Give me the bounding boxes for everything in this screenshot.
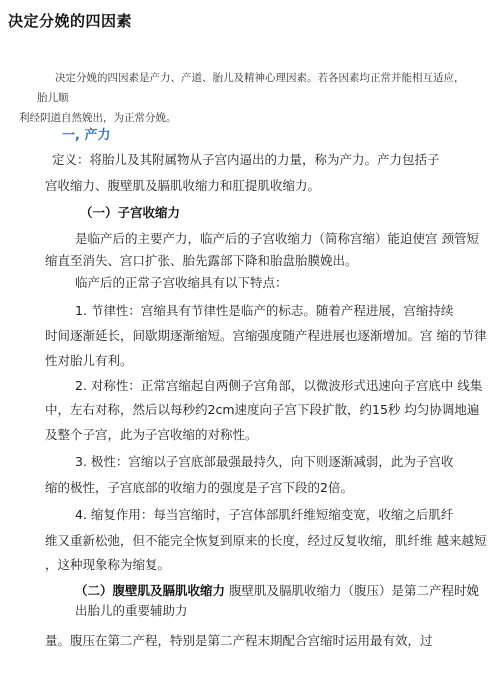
- paragraph-line: 维又重新松弛，但不能完全恢复到原来的长度，经过反复收缩，肌纤维 越来越短: [45, 533, 487, 548]
- paragraph-text: 腹壁肌及膈肌收缩力（腹压）是第二产程时娩: [229, 583, 480, 598]
- paragraph-line: ，这种现象称为缩复。: [45, 557, 171, 572]
- intro-paragraph: [19, 68, 477, 128]
- paragraph-line: 1. 节律性：宫缩具有节律性是临产的标志。随着产程进展，宫缩持续: [75, 303, 454, 318]
- paragraph-line: 缩的极性，子宫底部的收缩力的强度是子宫下段的2倍。: [45, 480, 353, 495]
- definition-line: 宫收缩力、腹壁肌及膈肌收缩力和肛提肌收缩力。: [45, 178, 321, 193]
- intro-line: 利经阴道自然娩出，为正常分娩。: [19, 112, 177, 124]
- paragraph-line: 临产后的正常子宫收缩具有以下特点：: [75, 275, 288, 290]
- paragraph-line: 是临产后的主要产力，临产后的子宫收缩力（简称宫缩）能迫使宫 颈管短: [75, 231, 479, 246]
- paragraph-line: 量。腹压在第二产程，特别是第二产程末期配合宫缩时运用最有效，过: [45, 633, 433, 648]
- paragraph-line: 3. 极性：宫缩以子宫底部最强最持久，向下则逐渐减弱，此为子宫收: [75, 454, 454, 469]
- subsection-heading-uterine-contraction: （一）子宫收缩力: [80, 205, 181, 220]
- subsection-heading-abdominal-force: （二）腹壁肌及膈肌收缩力: [75, 583, 226, 598]
- paragraph-line: 缩直至消失、宫口扩张、胎先露部下降和胎盘胎膜娩出。: [45, 253, 358, 268]
- document-title: 决定分娩的四因素: [8, 12, 133, 30]
- definition-line: 定义：将胎儿及其附属物从子宫内逼出的力量，称为产力。产力包括子: [52, 152, 440, 167]
- paragraph-line: 2. 对称性：正常宫缩起自两侧子宫角部，以微波形式迅速向子宫底中 线集: [75, 378, 483, 393]
- paragraph-line: 及整个子宫，此为子宫收缩的对称性。: [45, 427, 258, 442]
- subsection-line: [75, 581, 479, 599]
- paragraph-line: 性对胎儿有利。: [45, 353, 133, 368]
- paragraph-line: 4. 缩复作用：每当宫缩时，子宫体部肌纤维短缩变宽，收缩之后肌纤: [75, 507, 454, 522]
- intro-line: 决定分娩的四因素是产力、产道、胎儿及精神心理因素。若各因素均正常并能相互适应， 胎儿顺: [37, 72, 465, 104]
- section-heading-labor-force: 一, 产力: [62, 128, 111, 143]
- paragraph-line: 中，左右对称，然后以每秒约2cm速度向子宫下段扩散，约15秒 均匀协调地遍: [45, 402, 480, 417]
- paragraph-line: 出胎儿的重要辅助力: [75, 603, 188, 618]
- paragraph-line: 时间逐渐延长，间歇期逐渐缩短。宫缩强度随产程进展也逐渐增加。宫 缩的节律: [45, 328, 487, 343]
